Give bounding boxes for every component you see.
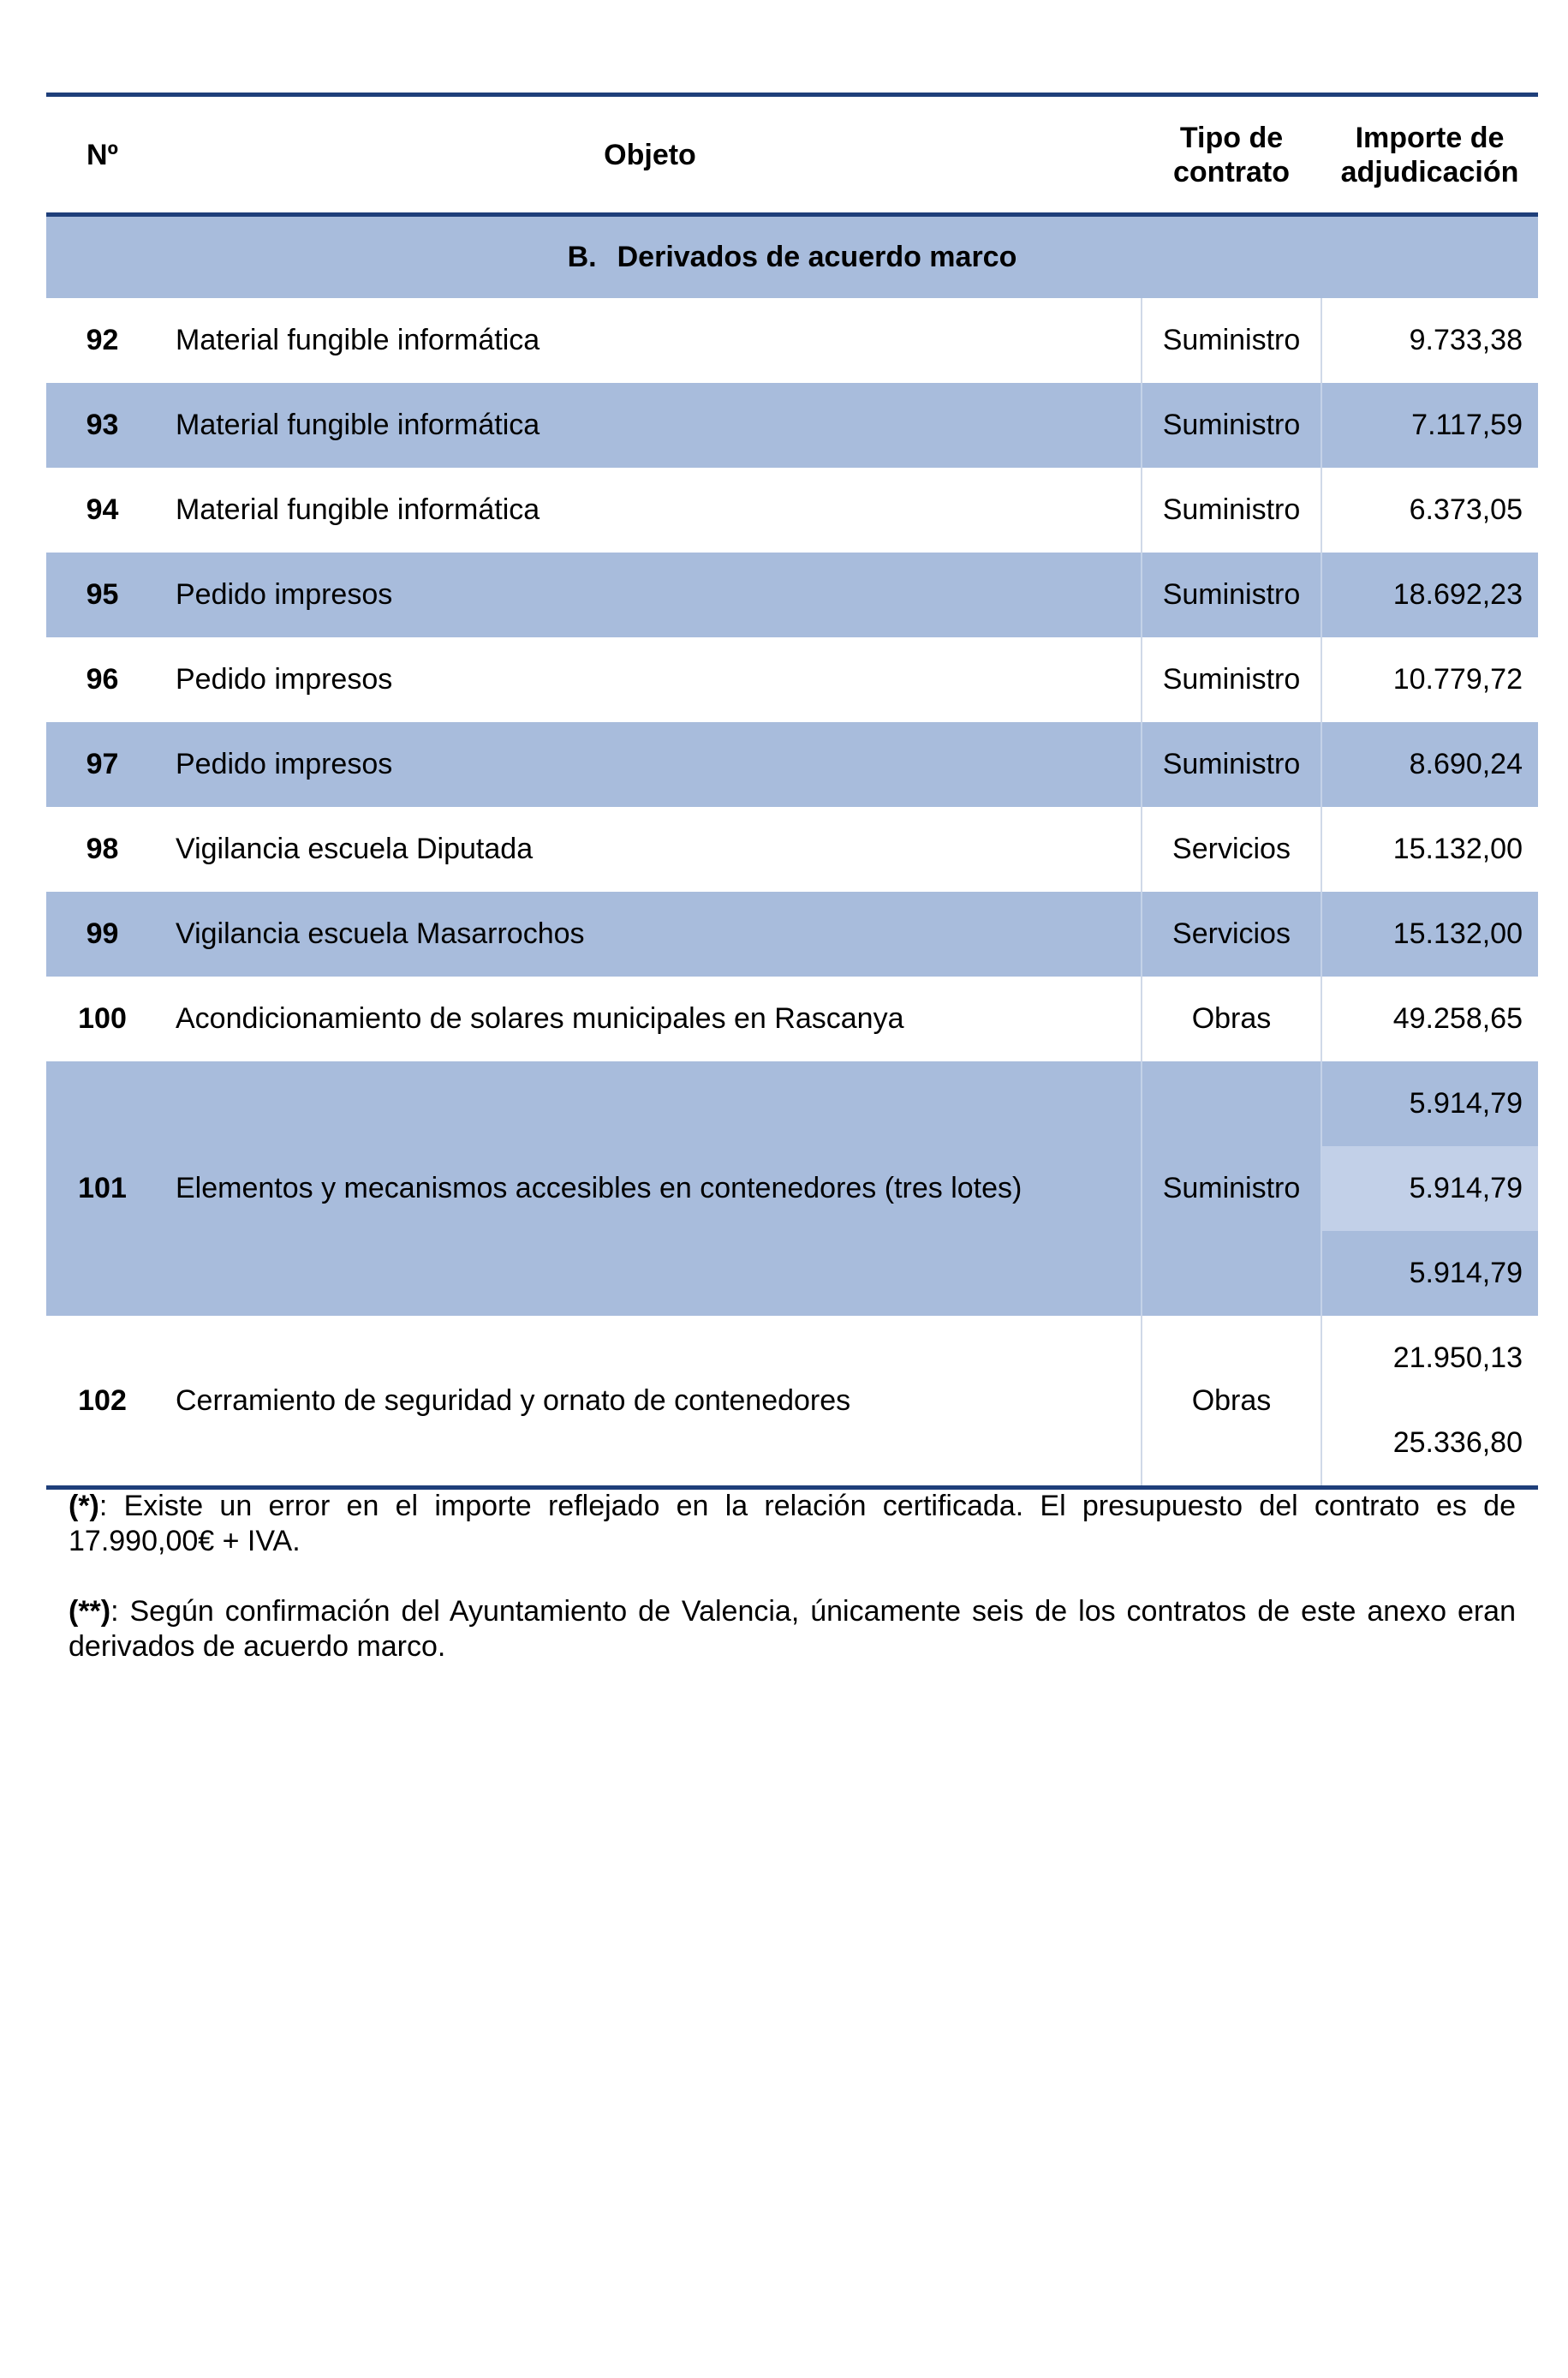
row-num: 95 xyxy=(46,553,158,637)
row-importe-group xyxy=(1321,1061,1538,1316)
row-tipo: Servicios xyxy=(1142,892,1321,977)
row-importe-lote-2: 5.914,79 xyxy=(1322,1146,1538,1231)
row-num: 94 xyxy=(86,493,119,526)
table-row xyxy=(46,1061,1538,1316)
table-row xyxy=(46,722,1538,807)
table-row xyxy=(46,468,1538,553)
row-importe: 6.373,05 xyxy=(1321,468,1538,553)
row-tipo: Suministro xyxy=(1142,298,1321,383)
header-objeto: Objeto xyxy=(158,95,1142,215)
table-row xyxy=(46,383,1538,468)
footnote-2-text: : Según confirmación del Ayuntamiento de Valencia, únicamente seis de los contratos de este anexo eran derivados de acuerdo marco. xyxy=(69,1595,1516,1663)
contracts-table xyxy=(46,93,1538,1490)
footnotes xyxy=(69,1489,1516,1700)
row-num: 99 xyxy=(46,892,158,977)
row-importe: 9.733,38 xyxy=(1321,298,1538,383)
row-num: 100 xyxy=(78,1002,127,1035)
row-num: 93 xyxy=(46,383,158,468)
table-row xyxy=(46,298,1538,383)
row-num: 97 xyxy=(46,722,158,807)
table-row xyxy=(46,807,1538,892)
row-objeto: Material fungible informática xyxy=(176,324,540,356)
table-row xyxy=(46,892,1538,977)
header-num: Nº xyxy=(46,95,158,215)
row-objeto: Acondicionamiento de solares municipales en Rascanya xyxy=(176,1002,904,1035)
row-objeto: Vigilancia escuela Diputada xyxy=(176,833,534,865)
row-objeto: Pedido impresos xyxy=(158,553,1142,637)
row-importe: 10.779,72 xyxy=(1321,637,1538,722)
row-num: 98 xyxy=(86,833,119,865)
table-row xyxy=(46,977,1538,1061)
row-importe: 49.258,65 xyxy=(1321,977,1538,1061)
row-tipo: Obras xyxy=(1142,1316,1321,1488)
table-header-row xyxy=(46,95,1538,215)
row-objeto: Material fungible informática xyxy=(158,383,1142,468)
row-tipo: Suministro xyxy=(1142,1061,1321,1316)
row-objeto: Vigilancia escuela Masarrochos xyxy=(158,892,1142,977)
row-tipo: Suministro xyxy=(1142,468,1321,553)
row-objeto: Elementos y mecanismos accesibles en contenedores (tres lotes) xyxy=(158,1061,1142,1316)
row-importe-1: 21.950,13 xyxy=(1392,1341,1523,1374)
row-importe: 18.692,23 xyxy=(1321,553,1538,637)
footnote-1-mark: (*) xyxy=(69,1490,99,1522)
row-importe-lote-1: 5.914,79 xyxy=(1409,1087,1523,1120)
row-tipo: Suministro xyxy=(1142,553,1321,637)
row-importe-2: 25.336,80 xyxy=(1392,1426,1523,1459)
row-num: 96 xyxy=(86,663,119,696)
row-objeto: Cerramiento de seguridad y ornato de contenedores xyxy=(158,1316,1142,1488)
table-row xyxy=(46,1316,1538,1488)
row-num: 102 xyxy=(46,1316,158,1488)
section-letter: B. xyxy=(567,241,597,273)
row-importe: 15.132,00 xyxy=(1321,807,1538,892)
footnote-1 xyxy=(69,1489,1516,1559)
row-importe: 15.132,00 xyxy=(1321,892,1538,977)
footnote-2-mark: (**) xyxy=(69,1595,111,1628)
row-importe: 7.117,59 xyxy=(1321,383,1538,468)
row-objeto: Material fungible informática xyxy=(176,493,540,526)
row-tipo: Servicios xyxy=(1142,807,1321,892)
row-importe-group xyxy=(1321,1316,1538,1488)
footnote-2 xyxy=(69,1594,1516,1664)
section-heading xyxy=(46,215,1538,299)
header-importe: Importe de adjudicación xyxy=(1321,95,1538,215)
row-objeto: Pedido impresos xyxy=(176,663,393,696)
row-num: 92 xyxy=(86,324,119,356)
table-row xyxy=(46,553,1538,637)
section-row xyxy=(46,215,1538,299)
row-importe: 8.690,24 xyxy=(1321,722,1538,807)
section-title: Derivados de acuerdo marco xyxy=(617,241,1017,273)
table-row xyxy=(46,637,1538,722)
row-tipo: Suministro xyxy=(1142,637,1321,722)
row-objeto: Pedido impresos xyxy=(158,722,1142,807)
row-importe-lote-3: 5.914,79 xyxy=(1409,1257,1523,1289)
row-num: 101 xyxy=(46,1061,158,1316)
row-tipo: Suministro xyxy=(1142,722,1321,807)
row-tipo: Obras xyxy=(1142,977,1321,1061)
header-tipo: Tipo de contrato xyxy=(1142,95,1321,215)
row-tipo: Suministro xyxy=(1142,383,1321,468)
footnote-1-text: : Existe un error en el importe reflejado en la relación certificada. El presupuesto del contrato es de 17.990,00€ + IVA. xyxy=(69,1490,1516,1557)
